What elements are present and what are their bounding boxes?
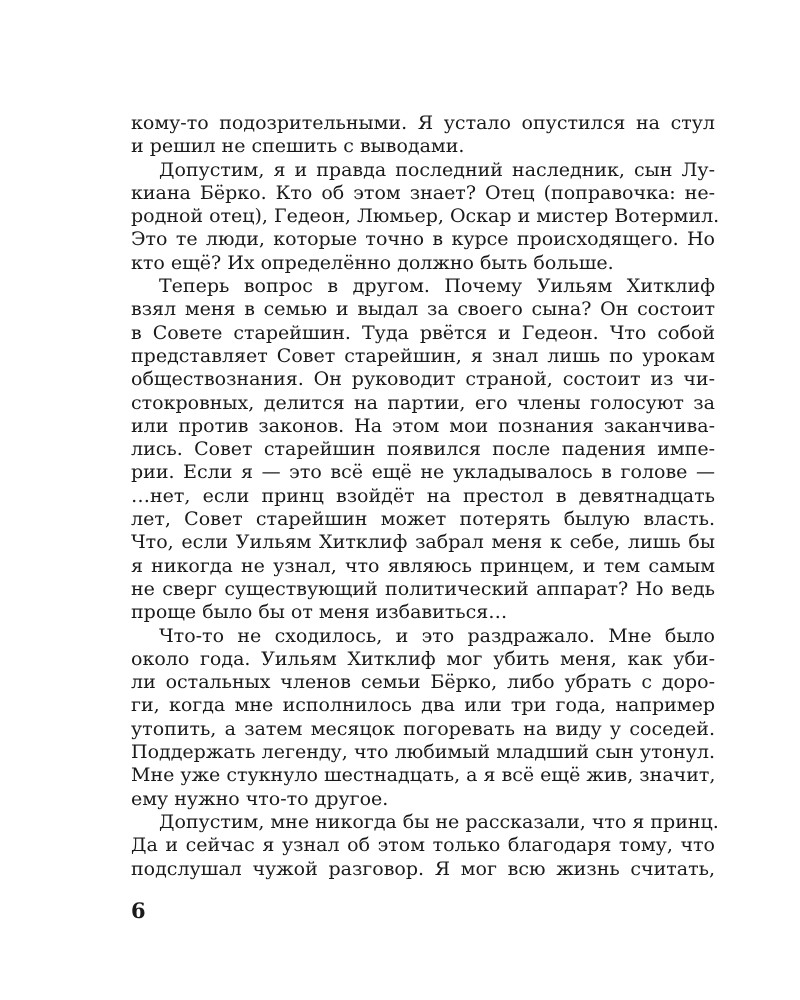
text-line: …нет, если принц взойдёт на престол в девятнадцать <box>131 484 715 507</box>
text-line: и решил не спешить с выводами. <box>131 135 465 158</box>
text-line: подслушал чужой разговор. Я мог всю жизнь считать, <box>131 857 715 880</box>
text-line: Это те люди, которые точно в курсе происходящего. Но <box>131 228 715 251</box>
text-line: Поддержать легенду, что любимый младший сын утонул. <box>131 741 715 764</box>
text-line: я никогда не узнал, что являюсь принцем, и тем самым <box>131 554 715 577</box>
text-line: Что, если Уильям Хитклиф забрал меня к себе, лишь бы <box>131 531 715 554</box>
text-line: в Совете старейшин. Туда рвётся и Гедеон. Что собой <box>131 321 715 344</box>
text-line: утопить, а затем месяцок погоревать на виду у соседей. <box>131 717 715 740</box>
text-line: стокровных, делится на партии, его члены голосуют за <box>131 391 715 414</box>
text-line: кто ещё? Их определённо должно быть больше. <box>131 251 614 274</box>
text-line: не сверг существующий политический аппарат? Но ведь <box>131 577 715 600</box>
text-line: или против законов. На этом мои познания заканчива- <box>131 414 715 437</box>
text-line: обществознания. Он руководит страной, состоит из чи- <box>131 368 715 391</box>
text-line: Теперь вопрос в другом. Почему Уильям Хитклиф <box>159 275 715 298</box>
text-line: рии. Если я — это всё ещё не укладывалось в голове — <box>131 461 715 484</box>
text-line: около года. Уильям Хитклиф мог убить меня, как уби- <box>131 647 715 670</box>
text-line: взял меня в семью и выдал за своего сына? Он состоит <box>131 298 715 321</box>
text-line: ли остальных членов семьи Бёрко, либо убрать с доро- <box>131 671 715 694</box>
text-line: лись. Совет старейшин появился после падения импе- <box>131 438 715 461</box>
text-line: родной отец), Гедеон, Люмьер, Оскар и мистер Вотермил. <box>131 205 720 228</box>
text-line: киана Бёрко. Кто об этом знает? Отец (поправочка: не- <box>131 181 715 204</box>
text-line: Допустим, мне никогда бы не рассказали, что я принц. <box>159 810 719 833</box>
page-number: 6 <box>131 898 146 923</box>
text-line: Да и сейчас я узнал об этом только благодаря тому, что <box>131 834 715 857</box>
book-page-text <box>131 112 720 881</box>
text-line: проще было бы от меня избавиться… <box>131 601 508 624</box>
text-line: кому-то подозрительными. Я устало опустился на стул <box>131 112 715 134</box>
text-line: ги, когда мне исполнилось два или три года, например <box>131 694 715 717</box>
text-line: Мне уже стукнуло шестнадцать, а я всё ещё жив, значит, <box>131 764 716 787</box>
text-line: лет, Совет старейшин может потерять былую власть. <box>131 508 715 531</box>
text-line: Допустим, я и правда последний наследник, сын Лу- <box>159 158 715 181</box>
text-line: представляет Совет старейшин, я знал лишь по урокам <box>131 344 715 367</box>
text-line: ему нужно что-то другое. <box>131 787 389 810</box>
text-line: Что-то не сходилось, и это раздражало. Мне было <box>159 624 715 647</box>
